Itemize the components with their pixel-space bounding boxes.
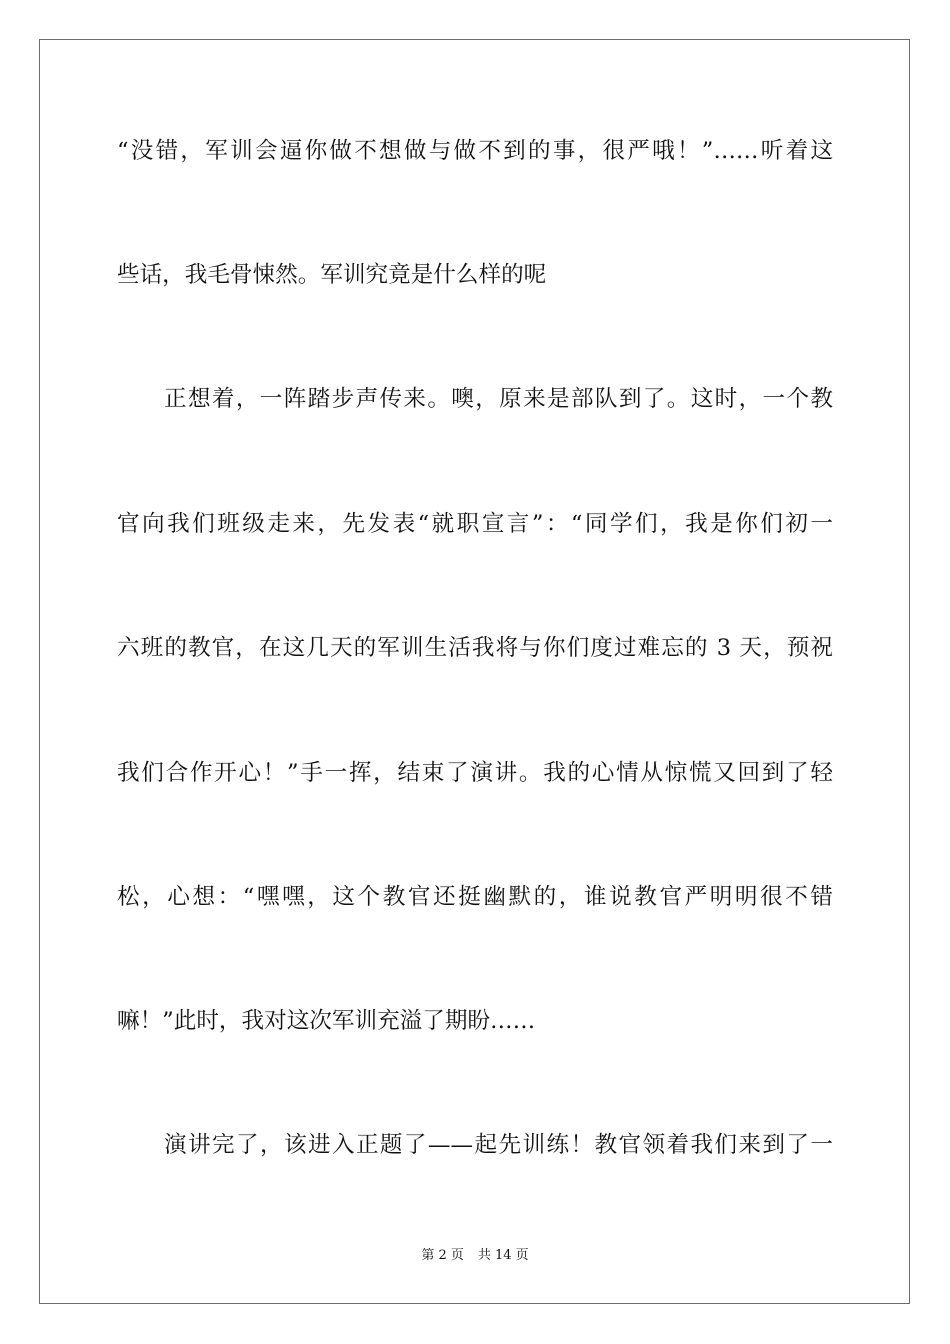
page-border (39, 39, 910, 1304)
paragraph-line-4: 官向我们班级走来，先发表“就职宣言”：“同学们，我是你们初一 (117, 511, 833, 537)
paragraph-line-1: “没错，军训会逼你做不想做与做不到的事，很严哦！”……听着这 (117, 138, 833, 164)
page-footer (0, 1247, 950, 1265)
paragraph-line-8: 嘛！”此时，我对这次军训充溢了期盼…… (117, 1008, 536, 1034)
paragraph-line-3: 正想着，一阵踏步声传来。噢，原来是部队到了。这时，一个教 (164, 386, 833, 412)
page-total: 共 14 页 (477, 1248, 529, 1263)
page-number: 第 2 页 (421, 1248, 464, 1263)
paragraph-line-9: 演讲完了，该进入正题了——起先训练！教官领着我们来到了一 (164, 1132, 833, 1158)
paragraph-line-5: 六班的教官，在这几天的军训生活我将与你们度过难忘的 3 天，预祝 (117, 635, 833, 661)
paragraph-line-6: 我们合作开心！”手一挥，结束了演讲。我的心情从惊慌又回到了轻 (117, 760, 833, 786)
paragraph-line-7: 松，心想：“嘿嘿，这个教官还挺幽默的，谁说教官严明明很不错 (117, 884, 833, 910)
paragraph-line-2: 些话，我毛骨悚然。军训究竟是什么样的呢 (117, 262, 547, 288)
